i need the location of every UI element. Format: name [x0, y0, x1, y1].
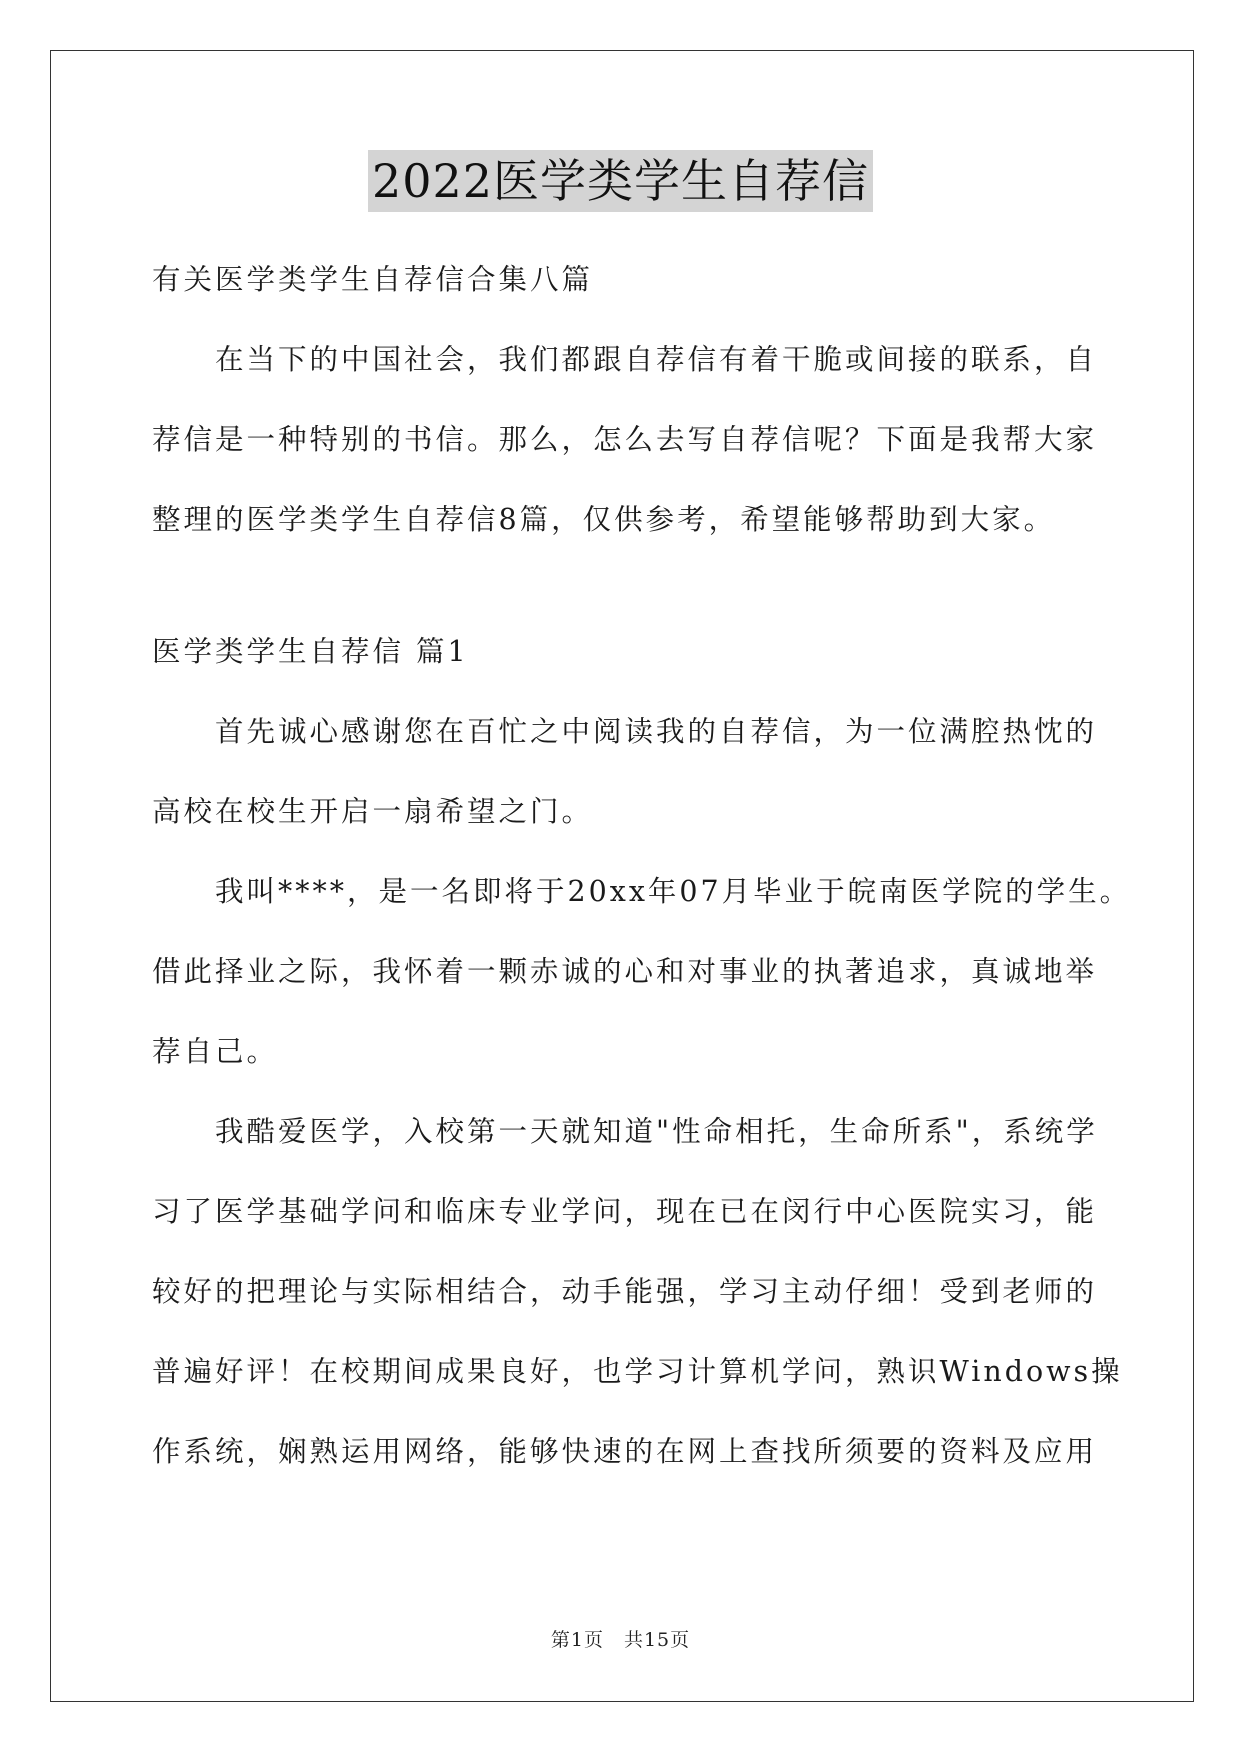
title-container [0, 150, 1241, 212]
paragraph-line: 较好的把理论与实际相结合，动手能强，学习主动仔细！受到老师的 [152, 1275, 1098, 1308]
paragraph-line: 习了医学基础学问和临床专业学问，现在已在闵行中心医院实习，能 [152, 1195, 1098, 1228]
paragraph-line: 普遍好评！在校期间成果良好，也学习计算机学问，熟识Windows操 [152, 1355, 1123, 1388]
paragraph-line: 作系统，娴熟运用网络，能够快速的在网上查找所须要的资料及应用 [152, 1435, 1098, 1468]
intro-line: 整理的医学类学生自荐信8篇，仅供参考，希望能够帮助到大家。 [152, 503, 1056, 536]
intro-line: 荐信是一种特别的书信。那么，怎么去写自荐信呢？下面是我帮大家 [152, 423, 1098, 456]
subtitle: 有关医学类学生自荐信合集八篇 [152, 263, 594, 296]
paragraph-line: 我叫****，是一名即将于20xx年07月毕业于皖南医学院的学生。 [215, 875, 1132, 908]
paragraph-line: 我酷爱医学，入校第一天就知道"性命相托，生命所系"，系统学 [215, 1115, 1098, 1148]
paragraph-line: 荐自己。 [152, 1035, 279, 1068]
paragraph-line: 高校在校生开启一扇希望之门。 [152, 795, 594, 828]
intro-line: 在当下的中国社会，我们都跟自荐信有着干脆或间接的联系，自 [215, 343, 1098, 376]
paragraph-line: 借此择业之际，我怀着一颗赤诚的心和对事业的执著追求，真诚地举 [152, 955, 1098, 988]
paragraph-line: 首先诚心感谢您在百忙之中阅读我的自荐信，为一位满腔热忱的 [215, 715, 1098, 748]
section-spacer [152, 560, 1092, 612]
section-heading: 医学类学生自荐信 篇1 [152, 635, 469, 668]
page-number: 第1页 共15页 [550, 1629, 691, 1651]
document-body [152, 240, 1132, 1492]
document-title: 2022医学类学生自荐信 [368, 150, 873, 212]
